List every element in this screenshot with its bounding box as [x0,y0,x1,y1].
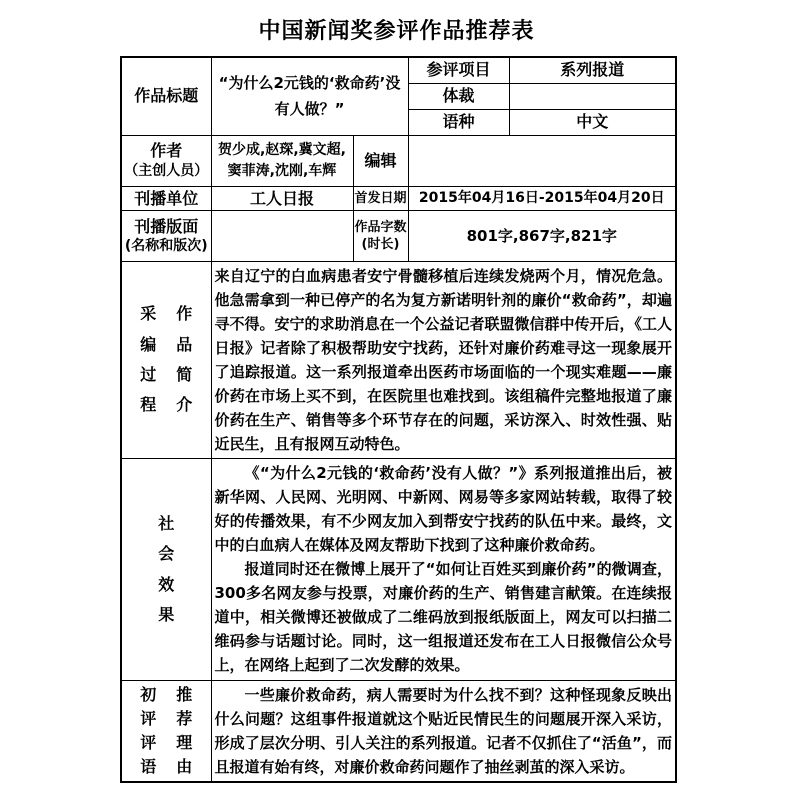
recommendation-label-right: 推荐理由 [176,685,193,777]
work-title-label: 作品标题 [121,57,211,135]
social-effect-content [211,459,676,681]
editor-value [408,135,676,186]
social-effect-label-text: 社会效果 [158,513,175,624]
recommendation-label-left: 初评评语 [140,685,157,777]
genre-value [509,83,676,109]
intro-process-label [121,262,211,459]
first-publish-date-label: 首发日期 [353,186,408,211]
intro-process-label-right: 作品简介 [176,304,193,415]
publication-page-label [121,211,211,262]
social-effect-label [121,459,211,681]
genre-label: 体裁 [408,83,509,109]
word-count-value: 801字,867字,821字 [408,211,676,262]
intro-process-label-left: 采编过程 [140,304,157,415]
recommendation-content [211,681,676,783]
language-value: 中文 [509,109,676,135]
recommendation-label-group [124,683,209,779]
entry-category-value: 系列报道 [509,57,676,83]
intro-process-paragraph: 来自辽宁的白血病患者安宁骨髓移植后连续发烧两个月，情况危急。他急需拿到一种已停产的名为复方新诺明针剂的廉价“救命药”，却遍寻不得。安宁的求助消息在一个公益记者联盟微信群中传开后，《工人日报》记者除了积极帮助安宁找药，还针对廉价药难寻这一现象展开了追踪报道。这一系列报道牵出医药市场面临的一个现实难题——廉价药在市场上买不到，在医院里也难找到。该组稿件完整地报道了廉价药在生产、销售等多个环节存在的问题，采访深入、时效性强、贴近民生，且有报网互动特色。 [214,267,673,454]
publication-page-value [211,211,353,262]
recommendation-label [121,681,211,783]
publication-page-label-main: 刊播版面 [134,216,199,236]
intro-process-content [211,262,676,459]
editor-label: 编辑 [353,135,408,186]
entry-category-label: 参评项目 [408,57,509,83]
work-title-value: “为什么2元钱的‘救命药’没有人做？” [211,57,408,135]
publisher-label: 刊播单位 [121,186,211,211]
social-effect-paragraph-2: 报道同时还在微博上展开了“如何让百姓买到廉价药”的微调查，300多名网友参与投票，对廉价药的生产、销售建言献策。在连续报道中，相关微博还被做成了二维码放到报纸版面上，网友可以扫描二维码参与话题讨论。同时，这一组报道还发布在工人日报微信公众号上，在网络上起到了二次发酵的效果。 [214,560,672,675]
word-count-label-sub: (时长) [361,237,400,253]
first-publish-date-value: 2015年04月16日-2015年04月20日 [408,186,676,211]
publication-page-label-sub: (名称和版次) [124,238,208,255]
publisher-value: 工人日报 [211,186,353,211]
author-value: 贺少成,赵琛,冀文超,窦菲涛,沈刚,车辉 [211,135,353,186]
social-effect-label-group [124,509,209,631]
intro-process-label-group [124,299,209,421]
author-label-sub: （主创人员） [124,162,209,179]
social-effect-paragraph-1: 《“为什么2元钱的‘救命药’没有人做？”》系列报道推出后，被新华网、人民网、光明网、中新网、网易等多家网站转载，取得了较好的传播效果，有不少网友加入到帮安宁找药的队伍中来。最终，文中的白血病人在媒体及网友帮助下找到了这种廉价救命药。 [214,464,672,555]
language-label: 语种 [408,109,509,135]
word-count-label-main: 作品字数 [354,219,407,235]
author-label-main: 作者 [150,141,183,161]
page-title: 中国新闻奖参评作品推荐表 [258,19,535,44]
author-label [121,135,211,186]
recommendation-paragraph: 一些廉价救命药，病人需要时为什么找不到？这种怪现象反映出什么问题？这组事件报道就这个贴近民情民生的问题展开深入采访，形成了层次分明、引人关注的系列报道。记者不仅抓住了“活鱼”，而且报道有始有终，对廉价救命药问题作了抽丝剥茧的深入采访。 [214,686,672,777]
recommendation-form-table [120,56,677,783]
word-count-label [353,211,408,262]
